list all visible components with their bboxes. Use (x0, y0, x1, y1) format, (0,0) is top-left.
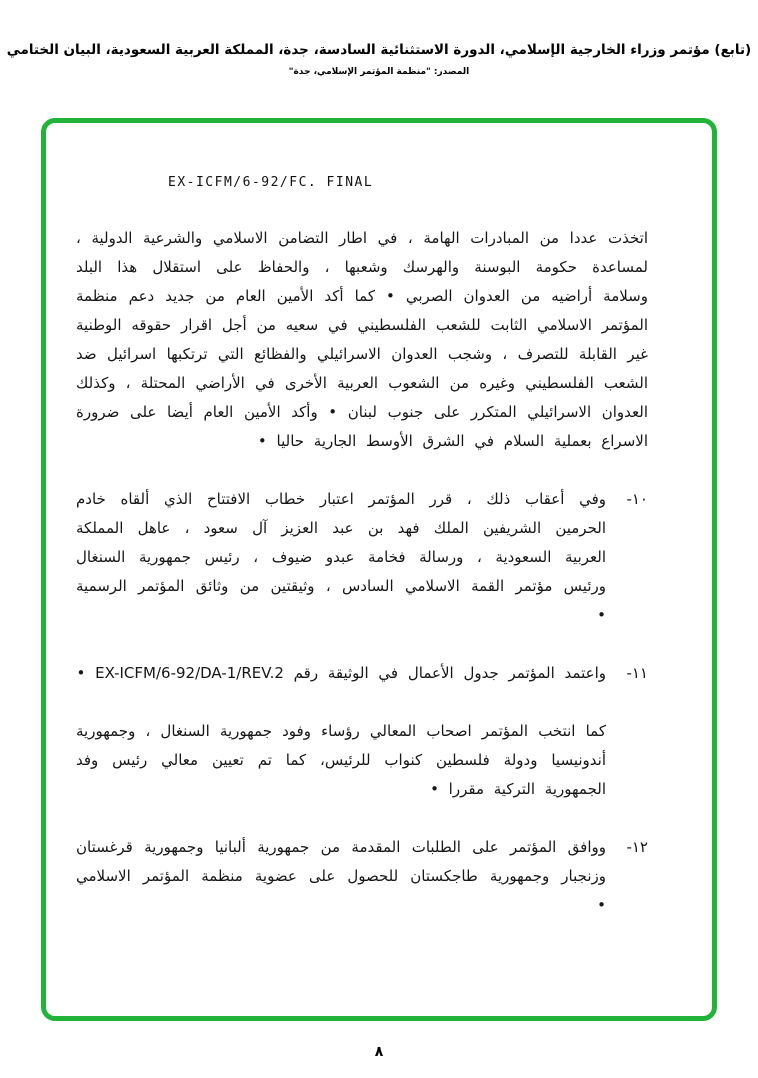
numbered-paragraph-10 (76, 485, 648, 630)
header-title: (تابع) مؤتمر وزراء الخارجية الإسلامي، الدورة الاستثنائية السادسة، جدة، المملكة العربية السعودية، البيان الختامي (6, 42, 752, 58)
paragraph-number: ١٢- (626, 838, 648, 856)
document-body (76, 224, 648, 920)
page-footer (0, 1044, 758, 1060)
paragraph-continuation: اتخذت عددا من المبادرات الهامة ، في اطار التضامن الاسلامي والشرعية الدولية ، لمساعدة حكومة البوسنة والهرسك وشعبها ، والحفاظ على استقلال هذا البلد وسلامة أراضيه من العدوان الصربي • كما أكد الأمين العام من جديد دعم منظمة المؤتمر الاسلامي الثابت للشعب الفلسطيني في سعيه من أجل اقرار حقوقه الوطنية غير القابلة للتصرف ، وشجب العدوان الاسرائيلي والفظائع التي ترتكبها اسرائيل ضد الشعب الفلسطيني وغيره من الشعوب العربية الأخرى في الأراضي المحتلة ، وكذلك العدوان الاسرائيلي المتكرر على جنوب لبنان • وأكد الأمين العام أيضا على ضرورة الاسراع بعملية السلام في الشرق الأوسط الجارية حاليا • (76, 229, 648, 450)
paragraph-number: ١٠- (626, 490, 648, 508)
paragraph-text: وفي أعقاب ذلك ، قرر المؤتمر اعتبار خطاب الافتتاح الذي ألقاه خادم الحرمين الشريفين الملك فهد بن عبد العزيز آل سعود ، عاهل المملكة العربية السعودية ، ورسالة فخامة عبدو ضيوف ، رئيس جمهورية السنغال ورئيس مؤتمر القمة الاسلامي السادس ، وثيقتين من وثائق المؤتمر الرسمية • (76, 490, 606, 624)
paragraph-continuation-11: كما انتخب المؤتمر اصحاب المعالي رؤساء وفود جمهورية السنغال ، وجمهورية أندونيسيا ودولة فلسطين كنواب للرئيس، كما تم تعيين معالي رئيس وفد الجمهورية التركية مقررا • (76, 722, 606, 798)
paragraph-text: واعتمد المؤتمر جدول الأعمال في الوثيقة رقم EX-ICFM/6-92/DA-1/REV.2 • (76, 664, 606, 682)
paragraph-text: ووافق المؤتمر على الطلبات المقدمة من جمهورية ألبانيا وجمهورية قرغستان وزنجبار وجمهورية طاجكستان للحصول على عضوية منظمة المؤتمر الاسلامي • (76, 838, 606, 914)
document-header (0, 42, 758, 77)
document-reference: EX-ICFM/6-92/FC. FINAL (168, 175, 374, 190)
numbered-paragraph-12 (76, 833, 648, 920)
paragraph-number: ١١- (626, 664, 648, 682)
numbered-paragraph-11 (76, 659, 648, 688)
content-frame (41, 118, 717, 1021)
header-source: المصدر: "منظمة المؤتمر الإسلامي، جدة" (288, 67, 470, 77)
page-number: ٨ (374, 1044, 384, 1060)
